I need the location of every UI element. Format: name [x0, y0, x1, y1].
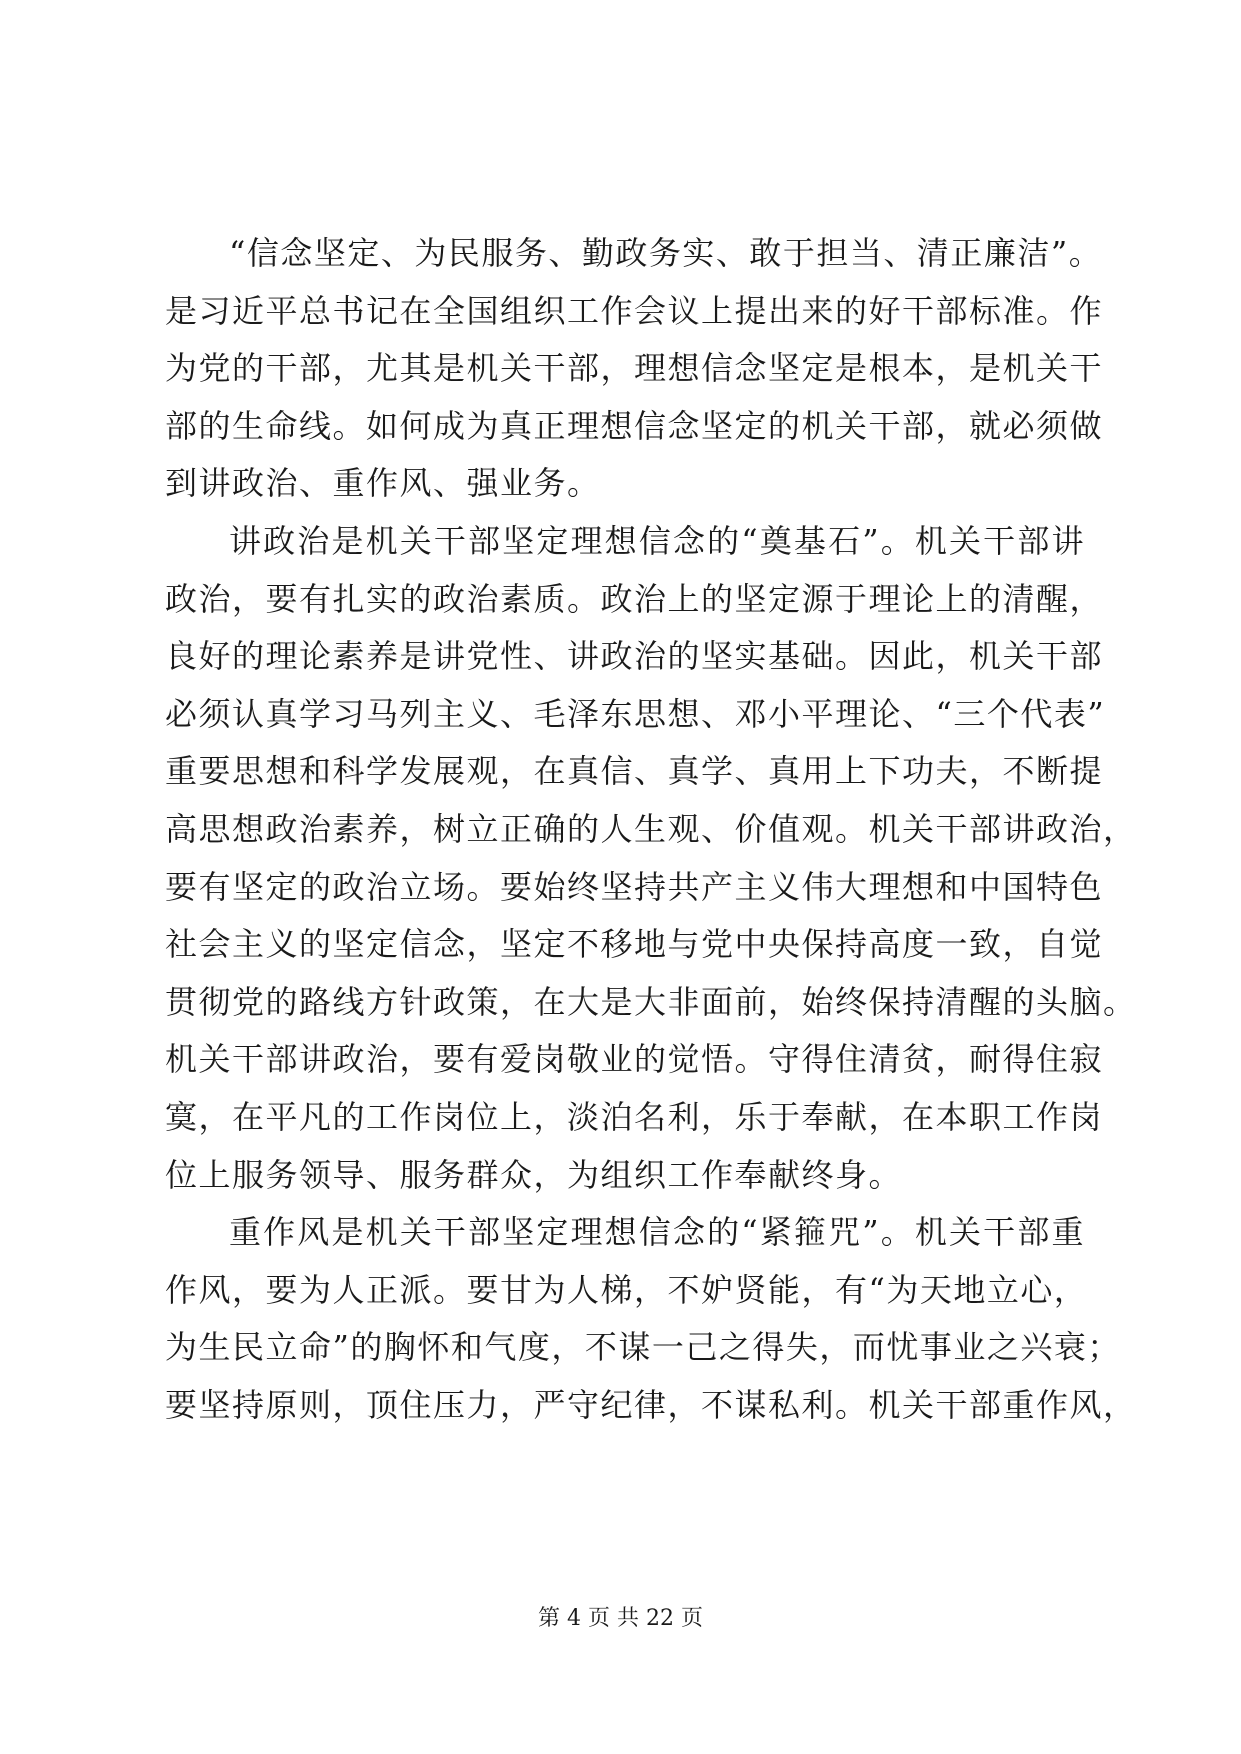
text-line: 要坚持原则，顶住压力，严守纪律，不谋私利。机关干部重作风， [165, 1385, 1137, 1424]
text-line: 作风，要为人正派。要甘为人梯，不妒贤能，有“为天地立心， [165, 1270, 1088, 1309]
document-body [165, 225, 1137, 1434]
page-number-footer: 第 4 页 共 22 页 [538, 1606, 703, 1631]
text-line: 良好的理论素养是讲党性、讲政治的坚实基础。因此，机关干部 [165, 637, 1104, 676]
text-line: 要有坚定的政治立场。要始终坚持共产主义伟大理想和中国特色 [165, 867, 1104, 906]
text-line: 为党的干部，尤其是机关干部，理想信念坚定是根本，是机关干 [165, 349, 1104, 388]
text-line: 部的生命线。如何成为真正理想信念坚定的机关干部，就必须做 [165, 406, 1104, 445]
text-line: 为生民立命”的胸怀和气度，不谋一己之得失，而忧事业之兴衰； [165, 1328, 1121, 1367]
text-line: 高思想政治素养，树立正确的人生观、价值观。机关干部讲政治， [165, 809, 1137, 848]
text-line: 贯彻党的路线方针政策，在大是大非面前，始终保持清醒的头脑。 [165, 982, 1137, 1021]
text-line: 社会主义的坚定信念，坚定不移地与党中央保持高度一致，自觉 [165, 925, 1104, 964]
text-line: 寞，在平凡的工作岗位上，淡泊名利，乐于奉献，在本职工作岗 [165, 1097, 1104, 1136]
text-line: 到讲政治、重作风、强业务。 [165, 464, 601, 503]
text-line: 重要思想和科学发展观，在真信、真学、真用上下功夫，不断提 [165, 752, 1104, 791]
text-line: 政治，要有扎实的政治素质。政治上的坚定源于理论上的清醒， [165, 579, 1104, 618]
text-line: 重作风是机关干部坚定理想信念的“紧箍咒”。机关干部重 [229, 1213, 1085, 1252]
text-line: 讲政治是机关干部坚定理想信念的“奠基石”。机关干部讲 [229, 521, 1085, 560]
text-line: “信念坚定、为民服务、勤政务实、敢于担当、清正廉洁”。 [229, 234, 1103, 272]
text-line: 机关干部讲政治，要有爱岗敬业的觉悟。守得住清贫，耐得住寂 [165, 1040, 1104, 1079]
text-line: 是习近平总书记在全国组织工作会议上提出来的好干部标准。作 [165, 291, 1104, 330]
text-line: 必须认真学习马列主义、毛泽东思想、邓小平理论、“三个代表” [165, 694, 1106, 733]
text-line: 位上服务领导、服务群众，为组织工作奉献终身。 [165, 1155, 903, 1194]
